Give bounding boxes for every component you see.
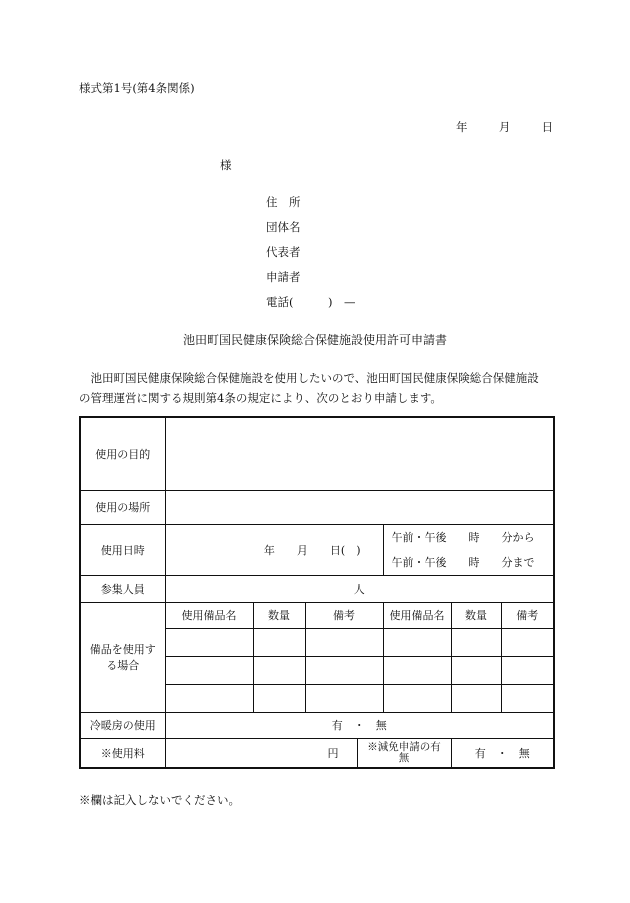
purpose-label: 使用の目的 (80, 417, 165, 491)
equipment-cell[interactable] (253, 685, 305, 713)
addressee-suffix: 様 (220, 158, 232, 172)
attendees-field[interactable] (165, 576, 554, 603)
organization-label: 団体名 (266, 220, 301, 234)
fee-label: ※使用料 (80, 739, 165, 769)
intro-paragraph (79, 368, 557, 408)
equipment-header-note-1: 備考 (305, 603, 383, 629)
ac-label: 冷暖房の使用 (80, 713, 165, 739)
equipment-cell[interactable] (501, 629, 554, 657)
exemption-options[interactable]: 有 ・ 無 (451, 739, 554, 769)
attendees-unit: 人 (353, 582, 365, 596)
document-title: 池田町国民健康保険総合保健施設使用許可申請書 (182, 333, 447, 347)
intro-line-1: 池田町国民健康保険総合保健施設を使用したいので、池田町国民健康保険総合保健施設 (79, 371, 539, 385)
equipment-header-name-2: 使用備品名 (383, 603, 451, 629)
address-label: 住 所 (266, 195, 301, 209)
time-from-field[interactable]: 午前・午後 時 分から (383, 525, 554, 551)
equipment-header-note-2: 備考 (501, 603, 554, 629)
equipment-cell[interactable] (383, 657, 451, 685)
time-to-field[interactable]: 午前・午後 時 分まで (383, 550, 554, 576)
date-line (456, 119, 553, 135)
equipment-cell[interactable] (383, 629, 451, 657)
fee-unit: 円 (327, 746, 339, 760)
datetime-label: 使用日時 (80, 525, 165, 576)
equipment-header-qty-2: 数量 (451, 603, 501, 629)
date-field[interactable]: 年 月 日( ) (165, 525, 383, 576)
representative-label: 代表者 (266, 245, 301, 259)
footnote: ※欄は記入しないでください。 (79, 793, 240, 807)
intro-line-2: の管理運営に関する規則第4条の規定により、次のとおり申請します。 (79, 391, 442, 405)
equipment-cell[interactable] (253, 657, 305, 685)
equipment-cell[interactable] (165, 657, 253, 685)
equipment-cell[interactable] (165, 629, 253, 657)
ac-options[interactable]: 有 ・ 無 (165, 713, 554, 739)
equipment-cell[interactable] (501, 657, 554, 685)
exemption-label: ※減免申請の有無 (357, 739, 451, 769)
equipment-cell[interactable] (451, 685, 501, 713)
purpose-field[interactable] (165, 417, 554, 491)
equipment-header-name-1: 使用備品名 (165, 603, 253, 629)
equipment-cell[interactable] (501, 685, 554, 713)
applicant-label: 申請者 (266, 270, 301, 284)
equipment-cell[interactable] (383, 685, 451, 713)
date-year: 年 (456, 120, 468, 134)
place-label: 使用の場所 (80, 491, 165, 525)
equipment-cell[interactable] (451, 629, 501, 657)
equipment-label: 備品を使用する場合 (80, 603, 165, 713)
equipment-cell[interactable] (165, 685, 253, 713)
phone-label: 電話( ) — (266, 295, 356, 309)
equipment-cell[interactable] (305, 657, 383, 685)
equipment-cell[interactable] (451, 657, 501, 685)
place-field[interactable] (165, 491, 554, 525)
equipment-header-qty-1: 数量 (253, 603, 305, 629)
date-month: 月 (498, 120, 511, 134)
equipment-cell[interactable] (253, 629, 305, 657)
form-number: 様式第1号(第4条関係) (79, 81, 195, 95)
equipment-cell[interactable] (305, 685, 383, 713)
equipment-cell[interactable] (305, 629, 383, 657)
fee-field[interactable] (165, 739, 357, 769)
date-day: 日 (541, 120, 554, 134)
attendees-label: 参集人員 (80, 576, 165, 603)
application-table (79, 416, 555, 769)
